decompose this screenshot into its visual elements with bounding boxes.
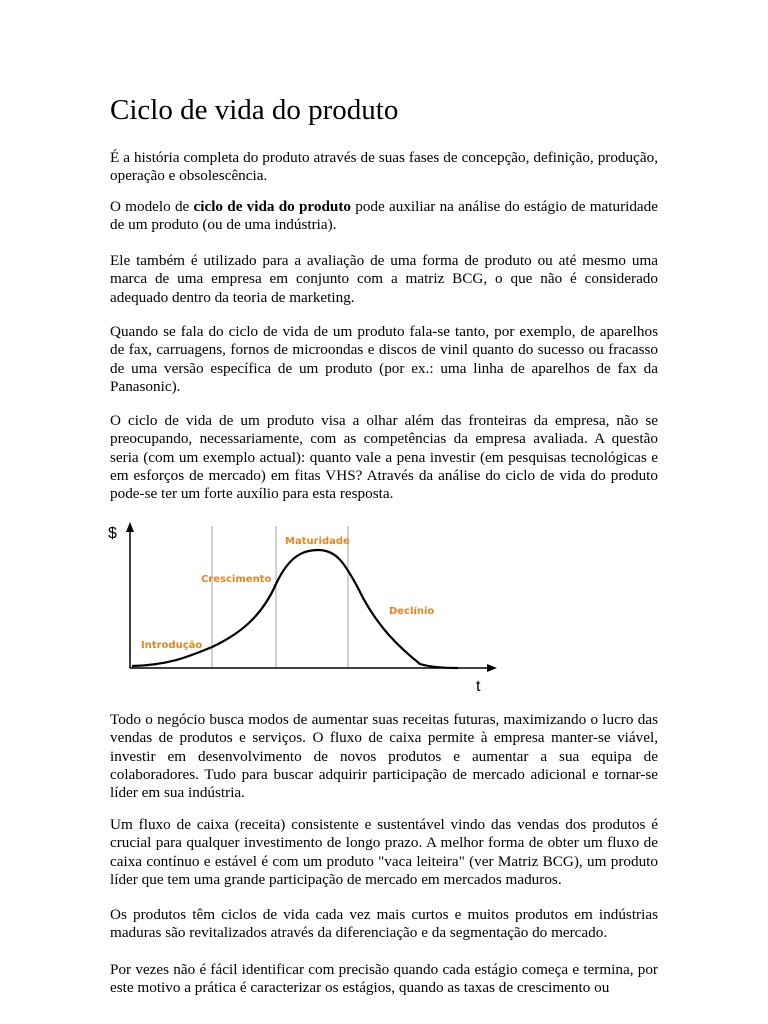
paragraph-8: Os produtos têm ciclos de vida cada vez mais curtos e muitos produtos em indústrias maduras são revitalizados através da diferenciação e da segmentação do mercado. xyxy=(110,906,658,942)
paragraph-7: Um fluxo de caixa (receita) consistente e sustentável vindo das vendas dos produtos é crucial para qualquer investimento de longo prazo. A melhor forma de obter um fluxo de caixa contínuo e estável é com um produto "vaca leiteira" (ver Matriz BCG), um produto líder que tem uma grande participação de mercado em mercados maduros. xyxy=(110,816,658,888)
page-title: Ciclo de vida do produto xyxy=(110,94,399,126)
paragraph-2-bold-term: ciclo de vida do produto xyxy=(193,198,352,215)
paragraph-3: Ele também é utilizado para a avaliação de uma forma de produto ou até mesmo uma marca de uma empresa em conjunto com a matriz BCG, o que não é considerado adequado dentro da teoria de marketing. xyxy=(110,252,658,306)
product-life-cycle-chart xyxy=(100,516,500,696)
paragraph-4: Quando se fala do ciclo de vida de um produto fala-se tanto, por exemplo, de aparelhos de fax, carruagens, fornos de microondas e discos de vinil quanto do sucesso ou fracasso de uma versão específica de um produto (por ex.: uma linha de aparelhos de fax da Panasonic). xyxy=(110,323,658,395)
stage-label-crescimento: Crescimento xyxy=(201,574,272,585)
x-axis-label: t xyxy=(476,678,481,695)
paragraph-2-start: O modelo de xyxy=(110,198,194,215)
paragraph-1: É a história completa do produto através de suas fases de concepção, definição, produção, operação e obsolescência. xyxy=(110,149,658,185)
x-axis-arrow xyxy=(487,664,497,672)
paragraph-2 xyxy=(110,198,658,235)
y-axis-label: $ xyxy=(108,525,117,542)
paragraph-9: Por vezes não é fácil identificar com precisão quando cada estágio começa e termina, por este motivo a prática é caracterizar os estágios, quando as taxas de crescimento ou xyxy=(110,961,658,997)
y-axis-arrow xyxy=(126,522,134,532)
paragraph-6: Todo o negócio busca modos de aumentar suas receitas futuras, maximizando o lucro das vendas de produtos e serviços. O fluxo de caixa permite à empresa manter-se viável, investir em desenvolvimento de novos produtos e aumentar a sua equipa de colaboradores. Tudo para buscar adquirir participação de mercado adicional e tornar-se líder em sua indústria. xyxy=(110,711,658,802)
stage-label-maturidade: Maturidade xyxy=(285,536,350,547)
paragraph-2-end: pode auxiliar na análise do estágio de maturidade de um produto (ou de uma indústria). xyxy=(110,198,659,234)
stage-label-declinio: Declínio xyxy=(389,606,435,617)
paragraph-5: O ciclo de vida de um produto visa a olhar além das fronteiras da empresa, não se preocupando, necessariamente, com as competências da empresa avaliada. A questão seria (com um exemplo actual): quanto vale a pena investir (em pesquisas tecnológicas e em esforços de mercado) em fitas VHS? Através da análise do ciclo de vida do produto pode-se ter um forte auxílio para esta resposta. xyxy=(110,412,658,503)
stage-label-introducao: Introdução xyxy=(141,640,203,651)
